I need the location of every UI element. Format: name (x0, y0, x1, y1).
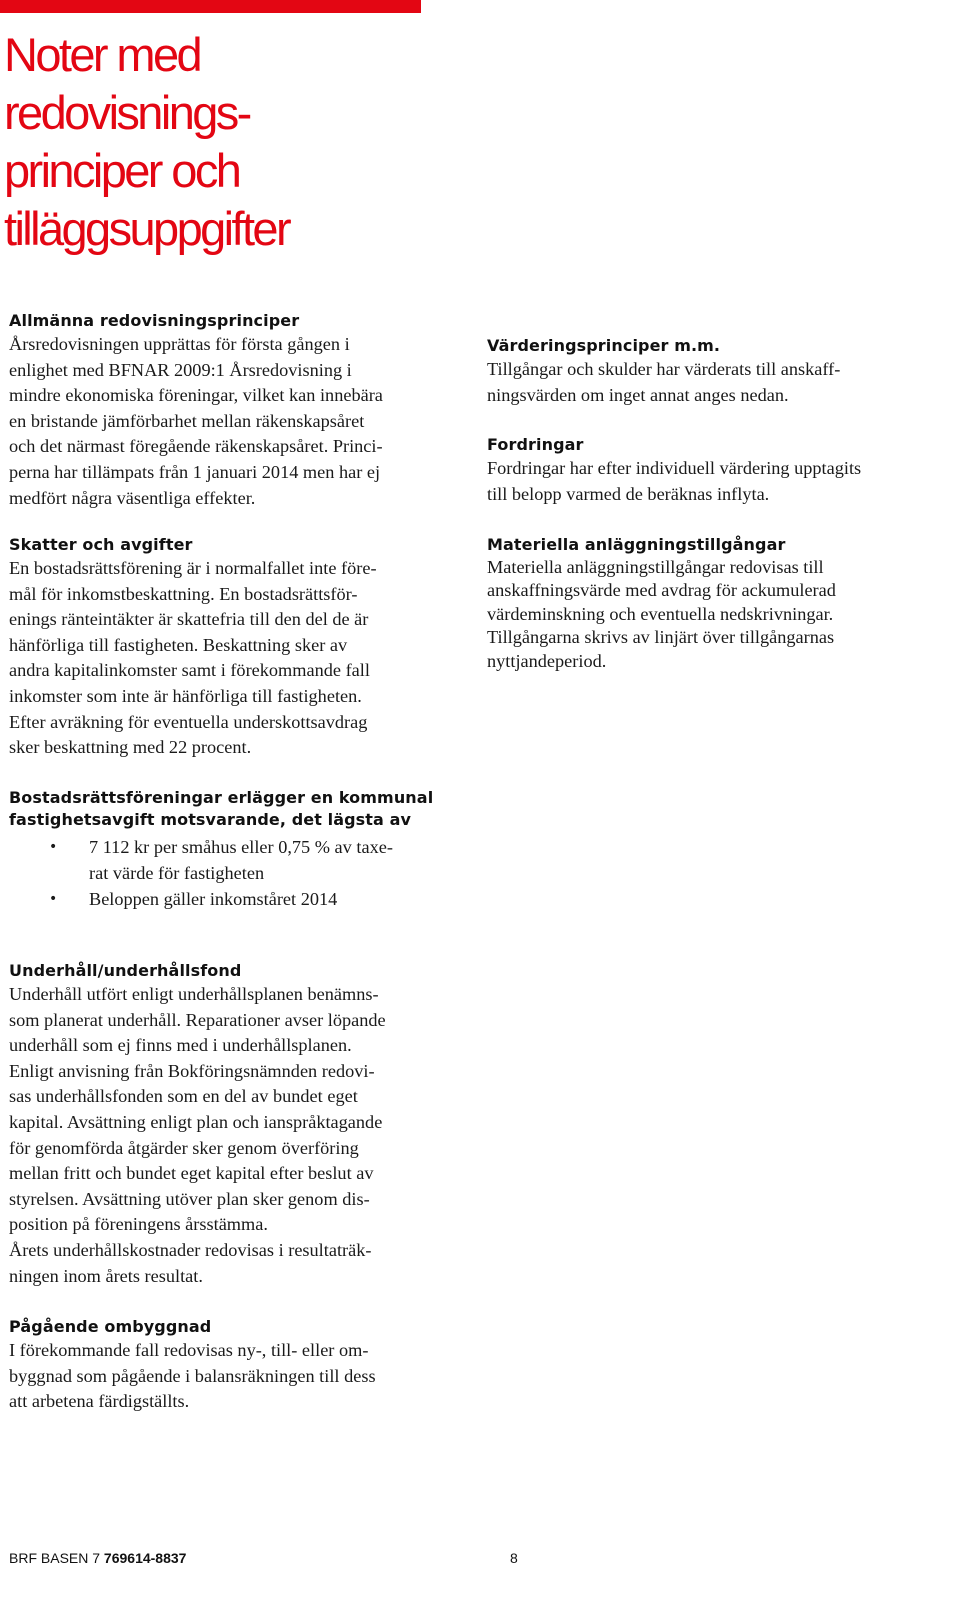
text-line: position på föreningens årsstämma. (9, 1214, 268, 1235)
text-line: En bostadsrättsförening är i normalfallet inte före- (9, 558, 377, 578)
section-body (9, 1338, 376, 1415)
text-line: ningsvärden om inget annat anges nedan. (487, 384, 789, 405)
page-title (4, 26, 444, 258)
section-materiella-anlaggningstillgangar (487, 534, 836, 673)
title-line: tilläggsuppgifter (4, 202, 290, 255)
list-item (9, 887, 433, 913)
text-line: Beloppen gäller inkomståret 2014 (89, 889, 338, 910)
text-line: och det närmast föregående räkenskapsåret. Princi- (9, 436, 383, 457)
section-body (9, 332, 383, 511)
text-line: Årsredovisningen upprättas för första gången i (9, 334, 350, 354)
text-line: som planerat underhåll. Reparationer avser löpande (9, 1009, 386, 1030)
text-line: ningen inom årets resultat. (9, 1265, 203, 1286)
text-line: enings ränteintäkter är skattefria till den del de är (9, 609, 369, 630)
text-line: underhåll som ej finns med i underhållsplanen. (9, 1035, 352, 1056)
bullet-icon: • (49, 891, 58, 908)
text-line: att arbetena färdigställts. (9, 1391, 190, 1412)
text-line: Årets underhållskostnader redovisas i resultaträk- (9, 1239, 372, 1260)
section-heading: Värderingsprinciper m.m. (487, 336, 721, 355)
section-heading: Fordringar (487, 435, 584, 454)
title-line: Noter med (4, 28, 201, 81)
section-body (487, 357, 840, 408)
text-line: Enligt anvisning från Bokföringsnämnden redovi- (9, 1060, 375, 1081)
text-line: Fordringar har efter individuell värdering upptagits (487, 458, 862, 478)
text-line: styrelsen. Avsättning utöver plan sker genom dis- (9, 1188, 370, 1209)
section-pagaende-ombyggnad (9, 1316, 376, 1415)
text-line: för genomförda åtgärder sker genom överföring (9, 1137, 359, 1158)
heading-line: Bostadsrättsföreningar erlägger en kommunal (9, 788, 434, 807)
section-heading: Underhåll/underhållsfond (9, 961, 242, 980)
bullet-icon: • (49, 839, 58, 855)
section-body (487, 456, 861, 507)
footer-company (9, 1549, 186, 1567)
section-body (9, 982, 386, 1289)
text-line: 7 112 kr per småhus eller 0,75 % av taxe- (89, 837, 393, 857)
text-line: mellan fritt och bundet eget kapital efter beslut av (9, 1163, 374, 1184)
text-line: andra kapitalinkomster samt i förekommande fall (9, 660, 370, 681)
text-line: sas underhållsfonden som en del av bundet eget (9, 1086, 358, 1107)
page-number: 8 (510, 1550, 518, 1566)
section-underhall (9, 960, 386, 1289)
bullet-list (9, 835, 433, 913)
section-varderingsprinciper (487, 335, 840, 408)
top-accent-bar (0, 0, 421, 13)
title-line: principer och (4, 144, 240, 197)
text-line: Efter avräkning för eventuella underskottsavdrag (9, 711, 368, 732)
title-line: redovisnings- (4, 86, 250, 139)
text-line: en bristande jämförbarhet mellan räkenskapsåret (9, 410, 365, 431)
org-number: 769614-8837 (103, 1550, 187, 1566)
text-line: kapital. Avsättning enligt plan och ianspråktagande (9, 1111, 383, 1132)
section-allmanna-redovisningsprinciper (9, 310, 383, 511)
heading-line: fastighetsavgift motsvarande, det lägsta av (9, 810, 412, 829)
section-heading: Skatter och avgifter (9, 535, 193, 554)
text-line: nyttjandeperiod. (487, 650, 607, 671)
text-line: hänförliga till fastigheten. Beskattning sker av (9, 634, 348, 655)
text-line: Tillgångarna skrivs av linjärt över tillgångarnas (487, 627, 835, 648)
text-line: Materiella anläggningstillgångar redovisas till (487, 557, 824, 577)
text-line: I förekommande fall redovisas ny-, till- eller om- (9, 1340, 369, 1360)
list-item (9, 835, 433, 886)
text-line: enlighet med BFNAR 2009:1 Årsredovisning i (9, 359, 352, 380)
text-line: anskaffningsvärde med avdrag för ackumulerad (487, 580, 836, 601)
text-line: Tillgångar och skulder har värderats till anskaff- (487, 359, 841, 379)
section-heading: Materiella anläggningstillgångar (487, 535, 786, 554)
section-body (9, 556, 377, 761)
text-line: mindre ekonomiska föreningar, vilket kan innebära (9, 385, 383, 406)
section-fordringar (487, 434, 861, 507)
text-line: till belopp varmed de beräknas inflyta. (487, 483, 770, 504)
company-name: BRF BASEN 7 (9, 1550, 101, 1566)
text-line: sker beskattning med 22 procent. (9, 737, 252, 758)
section-skatter-och-avgifter (9, 534, 377, 761)
text-line: Underhåll utfört enligt underhållsplanen benämns- (9, 984, 379, 1004)
section-heading: Allmänna redovisningsprinciper (9, 311, 300, 330)
text-line: rat värde för fastigheten (89, 862, 265, 883)
section-body (487, 556, 836, 673)
text-line: mål för inkomstbeskattning. En bostadsrättsför- (9, 583, 358, 604)
text-line: medfört några väsentliga effekter. (9, 487, 256, 508)
section-heading: Pågående ombyggnad (9, 1317, 212, 1336)
text-line: värdeminskning och eventuella nedskrivningar. (487, 603, 834, 624)
section-fastighetsavgift (9, 787, 433, 913)
text-line: byggnad som pågående i balansräkningen till dess (9, 1365, 376, 1386)
text-line: perna har tillämpats från 1 januari 2014 men har ej (9, 461, 381, 482)
text-line: inkomster som inte är hänförliga till fastigheten. (9, 685, 362, 706)
section-heading (9, 787, 433, 831)
